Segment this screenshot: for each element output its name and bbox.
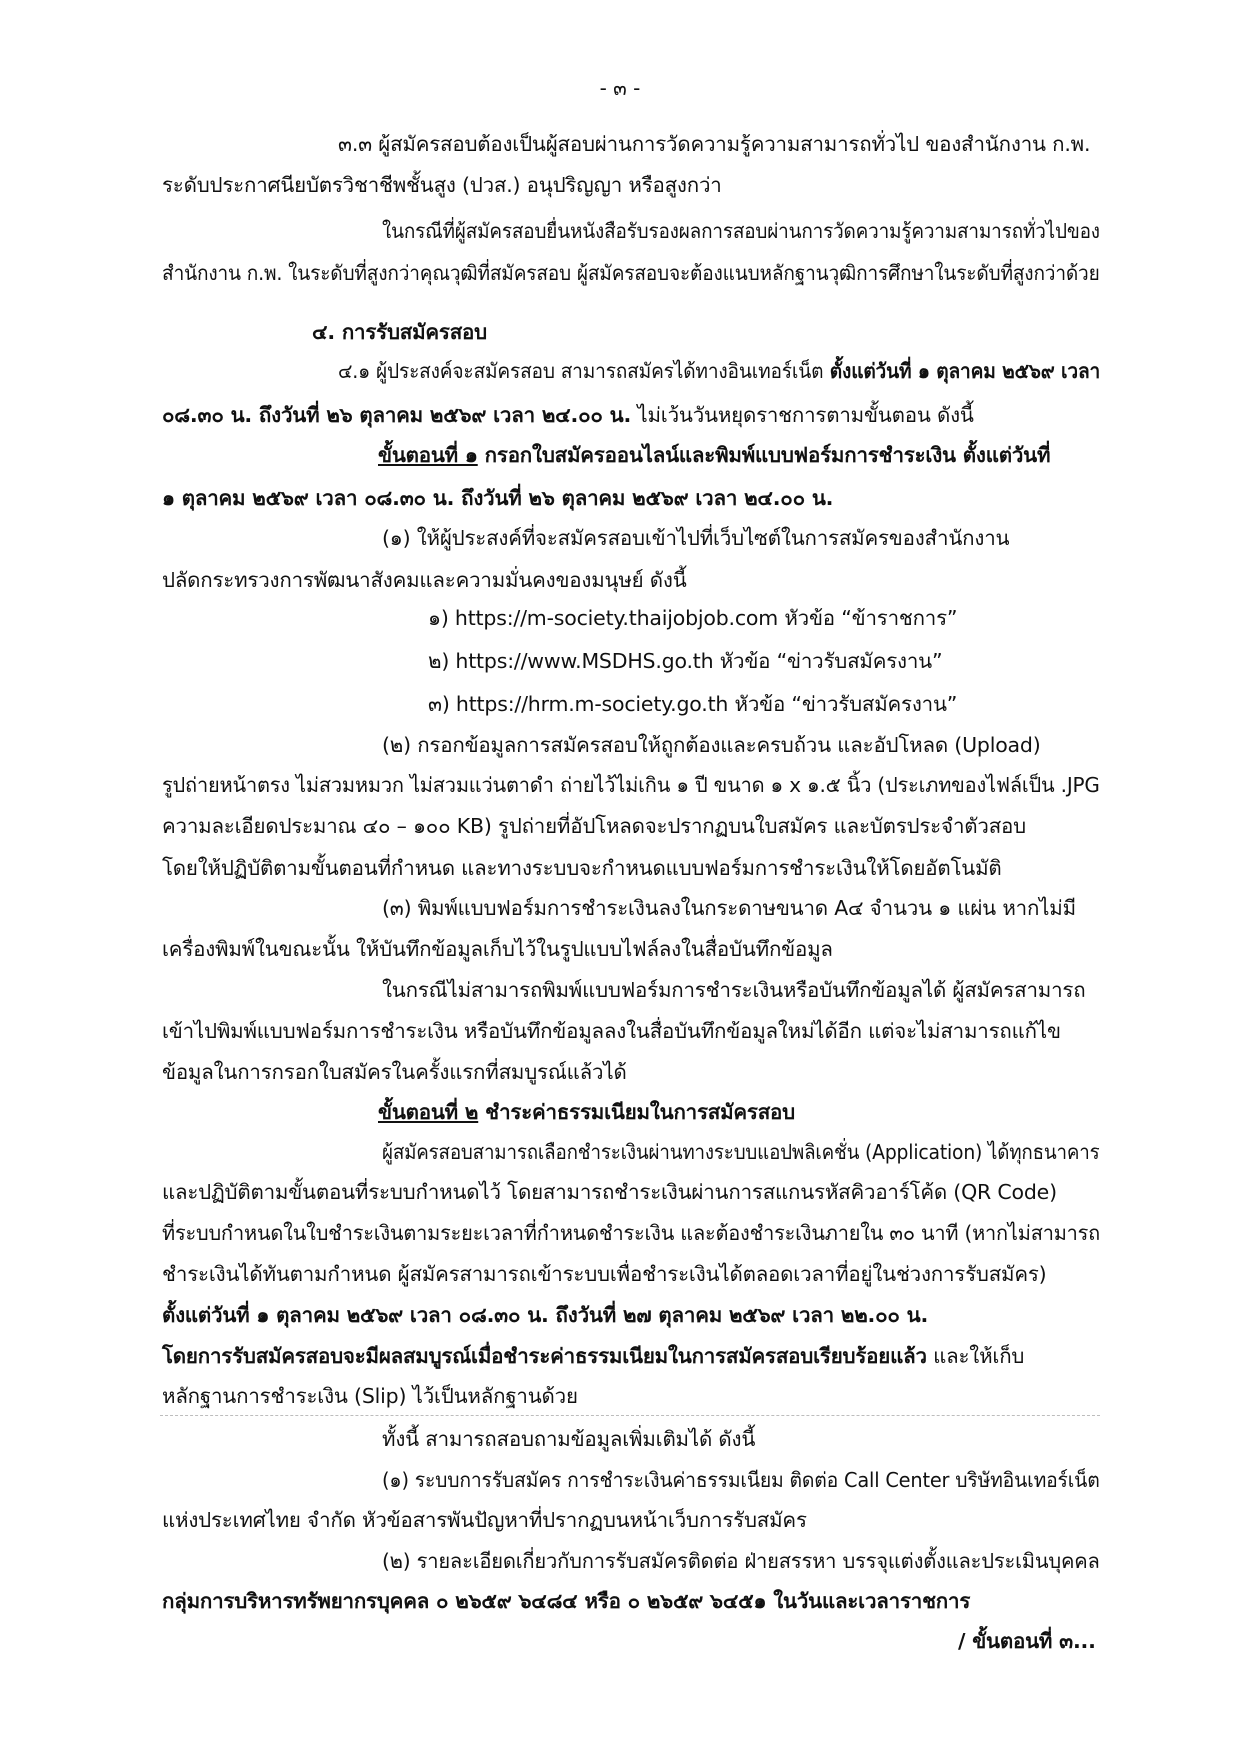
text-line: ข้อมูลในการกรอกใบสมัครในครั้งแรกที่สมบูรณ์แล้วได้ [162, 1060, 627, 1084]
text-line: ทั้งนี้ สามารถสอบถามข้อมูลเพิ่มเติมได้ ดังนี้ [382, 1427, 756, 1451]
text-line: เข้าไปพิมพ์แบบฟอร์มการชำระเงิน หรือบันทึกข้อมูลลงในสื่อบันทึกข้อมูลใหม่ได้อีก แต่จะไม่สามารถแก้ไข [162, 1019, 1061, 1043]
step-1-line [378, 440, 1050, 470]
text-line: สำนักงาน ก.พ. ในระดับที่สูงกว่าคุณวุฒิที่สมัครสอบ ผู้สมัครสอบจะต้องแนบหลักฐานวุฒิการศึกษาในระดับที่สูงกว่าด้วย [162, 261, 1100, 285]
text-line: ชำระเงินได้ทันตามกำหนด ผู้สมัครสามารถเข้าระบบเพื่อชำระเงินได้ตลอดเวลาที่อยู่ในช่วงการรับสมัคร) [162, 1262, 1047, 1286]
text-line [162, 400, 974, 430]
text-line: ๑) https://m-society.thaijobjob.com หัวข้อ “ข้าราชการ” [428, 606, 958, 630]
text-span: ไม่เว้นวันหยุดราชการตามขั้นตอน ดังนี้ [631, 403, 974, 427]
step-2-line [378, 1097, 795, 1127]
text-span: ตั้งแต่วันที่ ๑ ตุลาคม ๒๕๖๙ เวลา [823, 359, 1101, 383]
text-line: ที่ระบบกำหนดในใบชำระเงินตามระยะเวลาที่กำหนดชำระเงิน และต้องชำระเงินภายใน ๓๐ นาที (หากไม่สามารถ [162, 1221, 1101, 1245]
text-line: โดยให้ปฏิบัติตามขั้นตอนที่กำหนด และทางระบบจะกำหนดแบบฟอร์มการชำระเงินให้โดยอัตโนมัติ [162, 856, 1002, 880]
text-line: (๑) ระบบการรับสมัคร การชำระเงินค่าธรรมเนียม ติดต่อ Call Center บริษัทอินเทอร์เน็ต [382, 1468, 1100, 1492]
text-line: ๑ ตุลาคม ๒๕๖๙ เวลา ๐๘.๓๐ น. ถึงวันที่ ๒๖ ตุลาคม ๒๕๖๙ เวลา ๒๔.๐๐ น. [162, 486, 834, 510]
text-span: โดยการรับสมัครสอบจะมีผลสมบูรณ์เมื่อชำระค่าธรรมเนียมในการสมัครสอบเรียบร้อยแล้ว [162, 1344, 927, 1368]
divider [160, 1415, 1100, 1416]
text-line: ในกรณีที่ผู้สมัครสอบยื่นหนังสือรับรองผลการสอบผ่านการวัดความรู้ความสามารถทั่วไปของ [382, 219, 1100, 243]
text-line: รูปถ่ายหน้าตรง ไม่สวมหมวก ไม่สวมแว่นตาดำ ถ่ายไว้ไม่เกิน ๑ ปี ขนาด ๑ x ๑.๕ นิ้ว (ประเภทของไฟล์เป็น .JPG [162, 773, 1100, 797]
text-span: ชำระค่าธรรมเนียมในการสมัครสอบ [478, 1100, 795, 1124]
text-line: ๒) https://www.MSDHS.go.th หัวข้อ “ข่าวรับสมัครงาน” [428, 649, 943, 673]
page-number: - ๓ - [599, 76, 641, 100]
text-line: (๒) รายละเอียดเกี่ยวกับการรับสมัครติดต่อ ฝ่ายสรรหา บรรจุแต่งตั้งและประเมินบุคคล [382, 1549, 1100, 1573]
text-line: เครื่องพิมพ์ในขณะนั้น ให้บันทึกข้อมูลเก็บไว้ในรูปแบบไฟล์ลงในสื่อบันทึกข้อมูล [162, 937, 833, 961]
text-line [338, 356, 1100, 386]
text-line: ตั้งแต่วันที่ ๑ ตุลาคม ๒๕๖๙ เวลา ๐๘.๓๐ น. ถึงวันที่ ๒๗ ตุลาคม ๒๕๖๙ เวลา ๒๒.๐๐ น. [162, 1303, 929, 1327]
step-2-heading: ขั้นตอนที่ ๒ [378, 1100, 479, 1124]
text-span: ๔.๑ ผู้ประสงค์จะสมัครสอบ สามารถสมัครได้ทางอินเทอร์เน็ต [338, 359, 824, 383]
text-line: แห่งประเทศไทย จำกัด หัวข้อสารพันปัญหาที่ปรากฏบนหน้าเว็บการรับสมัคร [162, 1508, 807, 1532]
text-line: ความละเอียดประมาณ ๔๐ – ๑๐๐ KB) รูปถ่ายที่อัปโหลดจะปรากฏบนใบสมัคร และบัตรประจำตัวสอบ [162, 814, 1026, 838]
text-line: และปฏิบัติตามขั้นตอนที่ระบบกำหนดไว้ โดยสามารถชำระเงินผ่านการสแกนรหัสคิวอาร์โค้ด (QR Code) [162, 1180, 1057, 1204]
text-line [162, 1341, 1024, 1371]
text-line: ในกรณีไม่สามารถพิมพ์แบบฟอร์มการชำระเงินหรือบันทึกข้อมูลได้ ผู้สมัครสามารถ [382, 978, 1086, 1002]
text-line: ๓.๓ ผู้สมัครสอบต้องเป็นผู้สอบผ่านการวัดความรู้ความสามารถทั่วไป ของสำนักงาน ก.พ. [338, 132, 1091, 156]
text-line: ผู้สมัครสอบสามารถเลือกชำระเงินผ่านทางระบบแอปพลิเคชั่น (Application) ได้ทุกธนาคาร [382, 1140, 1100, 1164]
text-line: (๒) กรอกข้อมูลการสมัครสอบให้ถูกต้องและครบถ้วน และอัปโหลด (Upload) [382, 733, 1041, 757]
text-line: กลุ่มการบริหารทรัพยากรบุคคล ๐ ๒๖๕๙ ๖๔๘๔ หรือ ๐ ๒๖๕๙ ๖๔๕๑ ในวันและเวลาราชการ [162, 1589, 971, 1613]
text-line: หลักฐานการชำระเงิน (Slip) ไว้เป็นหลักฐานด้วย [162, 1384, 578, 1408]
text-line: ระดับประกาศนียบัตรวิชาชีพชั้นสูง (ปวส.) อนุปริญญา หรือสูงกว่า [162, 173, 722, 197]
continuation-note: / ขั้นตอนที่ ๓... [958, 1629, 1096, 1653]
text-line: (๓) พิมพ์แบบฟอร์มการชำระเงินลงในกระดาษขนาด A๔ จำนวน ๑ แผ่น หากไม่มี [382, 896, 1076, 920]
text-span: กรอกใบสมัครออนไลน์และพิมพ์แบบฟอร์มการชำระเงิน ตั้งแต่วันที่ [477, 443, 1051, 467]
section-heading: ๔. การรับสมัครสอบ [312, 320, 487, 344]
text-line: ๓) https://hrm.m-society.go.th หัวข้อ “ข่าวรับสมัครงาน” [428, 692, 958, 716]
text-span: ๐๘.๓๐ น. ถึงวันที่ ๒๖ ตุลาคม ๒๕๖๙ เวลา ๒๔.๐๐ น. [162, 403, 632, 427]
text-span: และให้เก็บ [926, 1344, 1025, 1368]
text-line: ปลัดกระทรวงการพัฒนาสังคมและความมั่นคงของมนุษย์ ดังนี้ [162, 568, 687, 592]
text-line: (๑) ให้ผู้ประสงค์ที่จะสมัครสอบเข้าไปที่เว็บไซต์ในการสมัครของสำนักงาน [382, 526, 1010, 550]
step-1-heading: ขั้นตอนที่ ๑ [378, 443, 478, 467]
